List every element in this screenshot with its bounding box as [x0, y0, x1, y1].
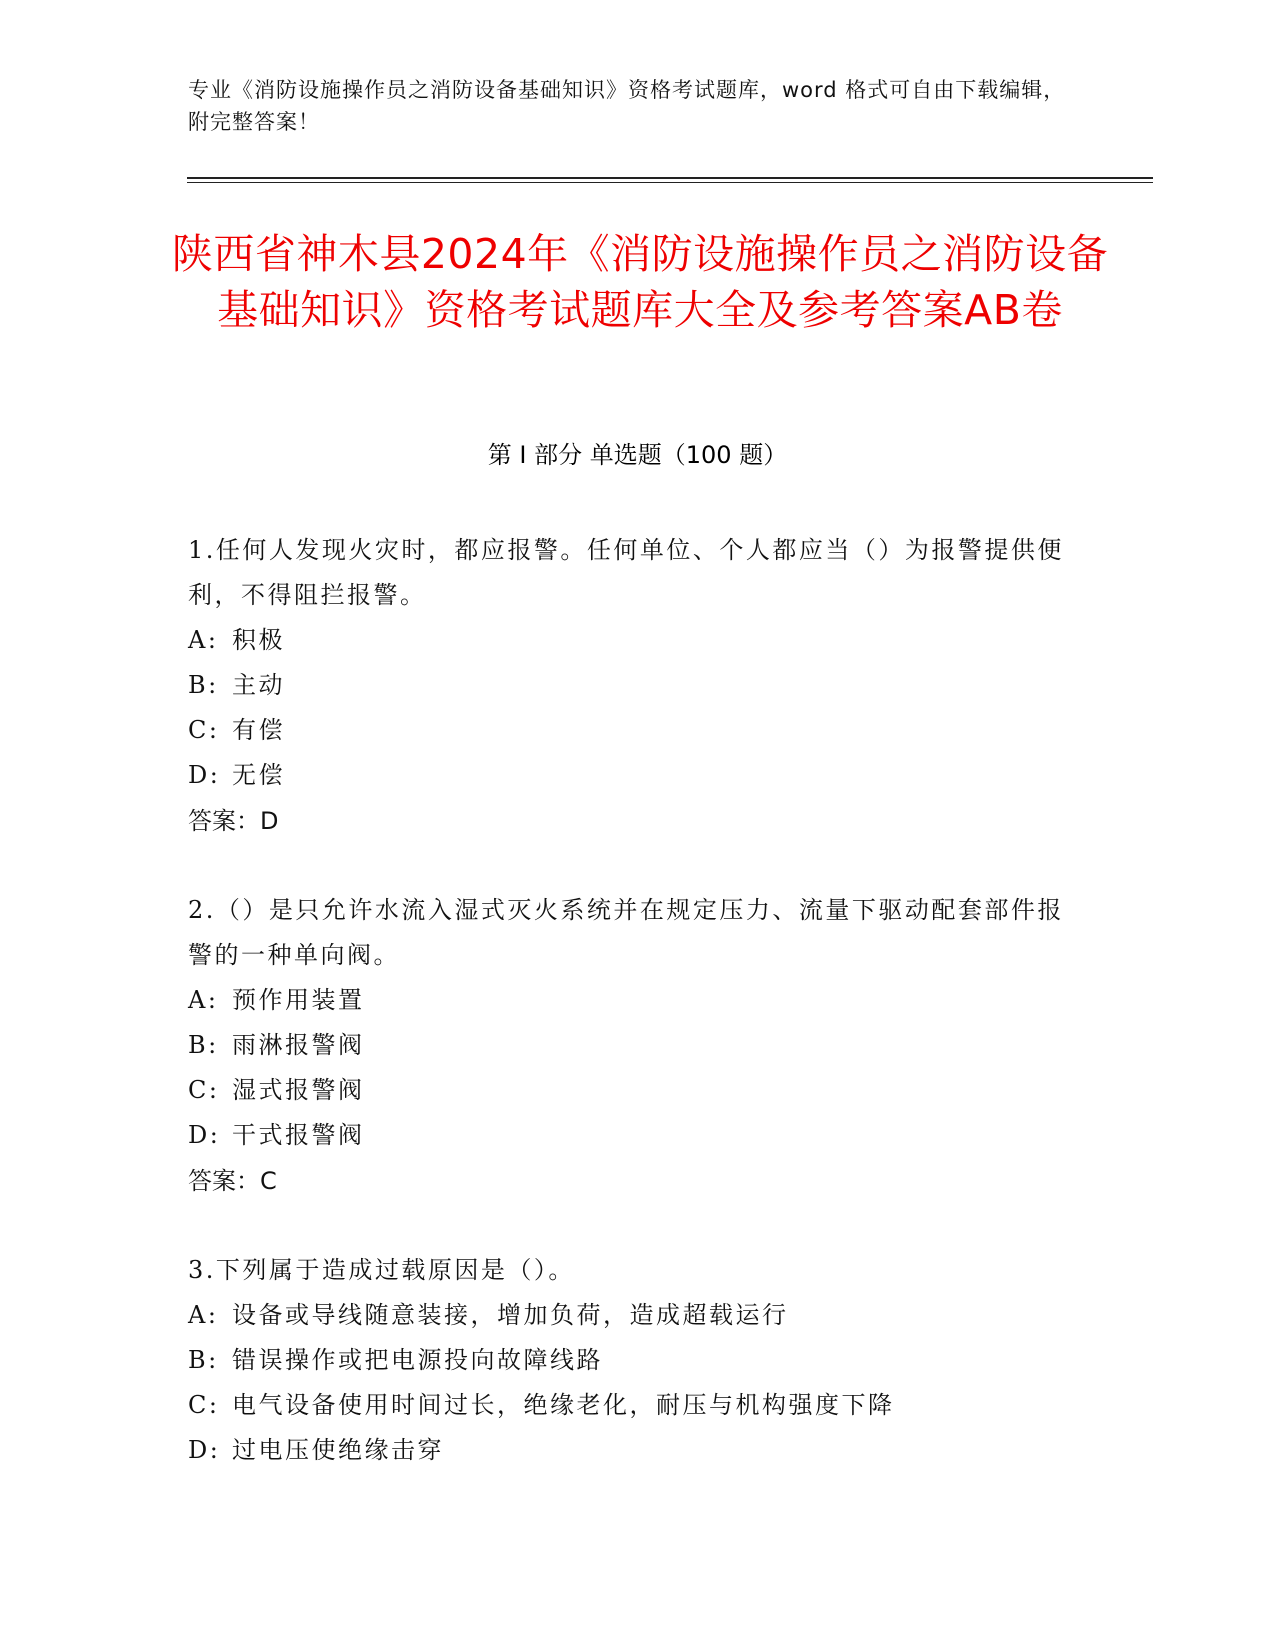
option-text: 主动 [232, 671, 285, 699]
option-key: C: [188, 716, 220, 744]
header-divider-thin [187, 182, 1153, 183]
option-a [188, 1293, 1068, 1338]
option-key: D: [188, 1436, 221, 1464]
question-stem: 3.下列属于造成过载原因是（）。 [188, 1256, 575, 1284]
question-3 [188, 1248, 1068, 1473]
answer-line: 答案：D [188, 807, 279, 835]
header-divider-thick [187, 177, 1153, 179]
option-text: 设备或导线随意装接，增加负荷，造成超载运行 [232, 1301, 789, 1329]
question-2 [188, 888, 1068, 1204]
option-c [188, 708, 1068, 753]
option-c [188, 1068, 1068, 1113]
document-title: 陕西省神木县2024年《消防设施操作员之消防设备基础知识》资格考试题库大全及参考答案AB卷 [171, 230, 1109, 334]
question-1 [188, 528, 1068, 844]
option-key: B: [188, 1031, 219, 1059]
option-b [188, 1338, 1068, 1383]
option-key: A: [188, 626, 219, 654]
option-text: 积极 [232, 626, 285, 654]
option-text: 湿式报警阀 [232, 1076, 365, 1104]
option-text: 错误操作或把电源投向故障线路 [232, 1346, 603, 1374]
option-a [188, 618, 1068, 663]
option-key: D: [188, 1121, 221, 1149]
option-key: B: [188, 1346, 219, 1374]
option-text: 雨淋报警阀 [232, 1031, 365, 1059]
option-d [188, 753, 1068, 798]
option-text: 干式报警阀 [232, 1121, 365, 1149]
option-text: 无偿 [232, 761, 285, 789]
answer-line: 答案：C [188, 1167, 277, 1195]
option-d [188, 1428, 1068, 1473]
option-b [188, 1023, 1068, 1068]
option-c [188, 1383, 1068, 1428]
option-b [188, 663, 1068, 708]
option-text: 预作用装置 [232, 986, 365, 1014]
option-key: D: [188, 761, 221, 789]
option-a [188, 978, 1068, 1023]
option-key: C: [188, 1391, 220, 1419]
option-text: 过电压使绝缘击穿 [232, 1436, 444, 1464]
question-list [188, 528, 1068, 1517]
section-heading: 第 I 部分 单选题（100 题） [487, 441, 788, 469]
option-key: B: [188, 671, 219, 699]
option-text: 有偿 [232, 716, 285, 744]
option-key: A: [188, 1301, 219, 1329]
option-d [188, 1113, 1068, 1158]
option-key: C: [188, 1076, 220, 1104]
question-stem: 1.任何人发现火灾时，都应报警。任何单位、个人都应当（）为报警提供便利，不得阻拦报警。 [188, 536, 1064, 609]
question-stem: 2.（）是只允许水流入湿式灭火系统并在规定压力、流量下驱动配套部件报警的一种单向阀。 [188, 896, 1064, 969]
option-text: 电气设备使用时间过长，绝缘老化，耐压与机构强度下降 [232, 1391, 895, 1419]
option-key: A: [188, 986, 219, 1014]
header-note: 专业《消防设施操作员之消防设备基础知识》资格考试题库，word 格式可自由下载编辑，附完整答案！ [188, 78, 1066, 134]
